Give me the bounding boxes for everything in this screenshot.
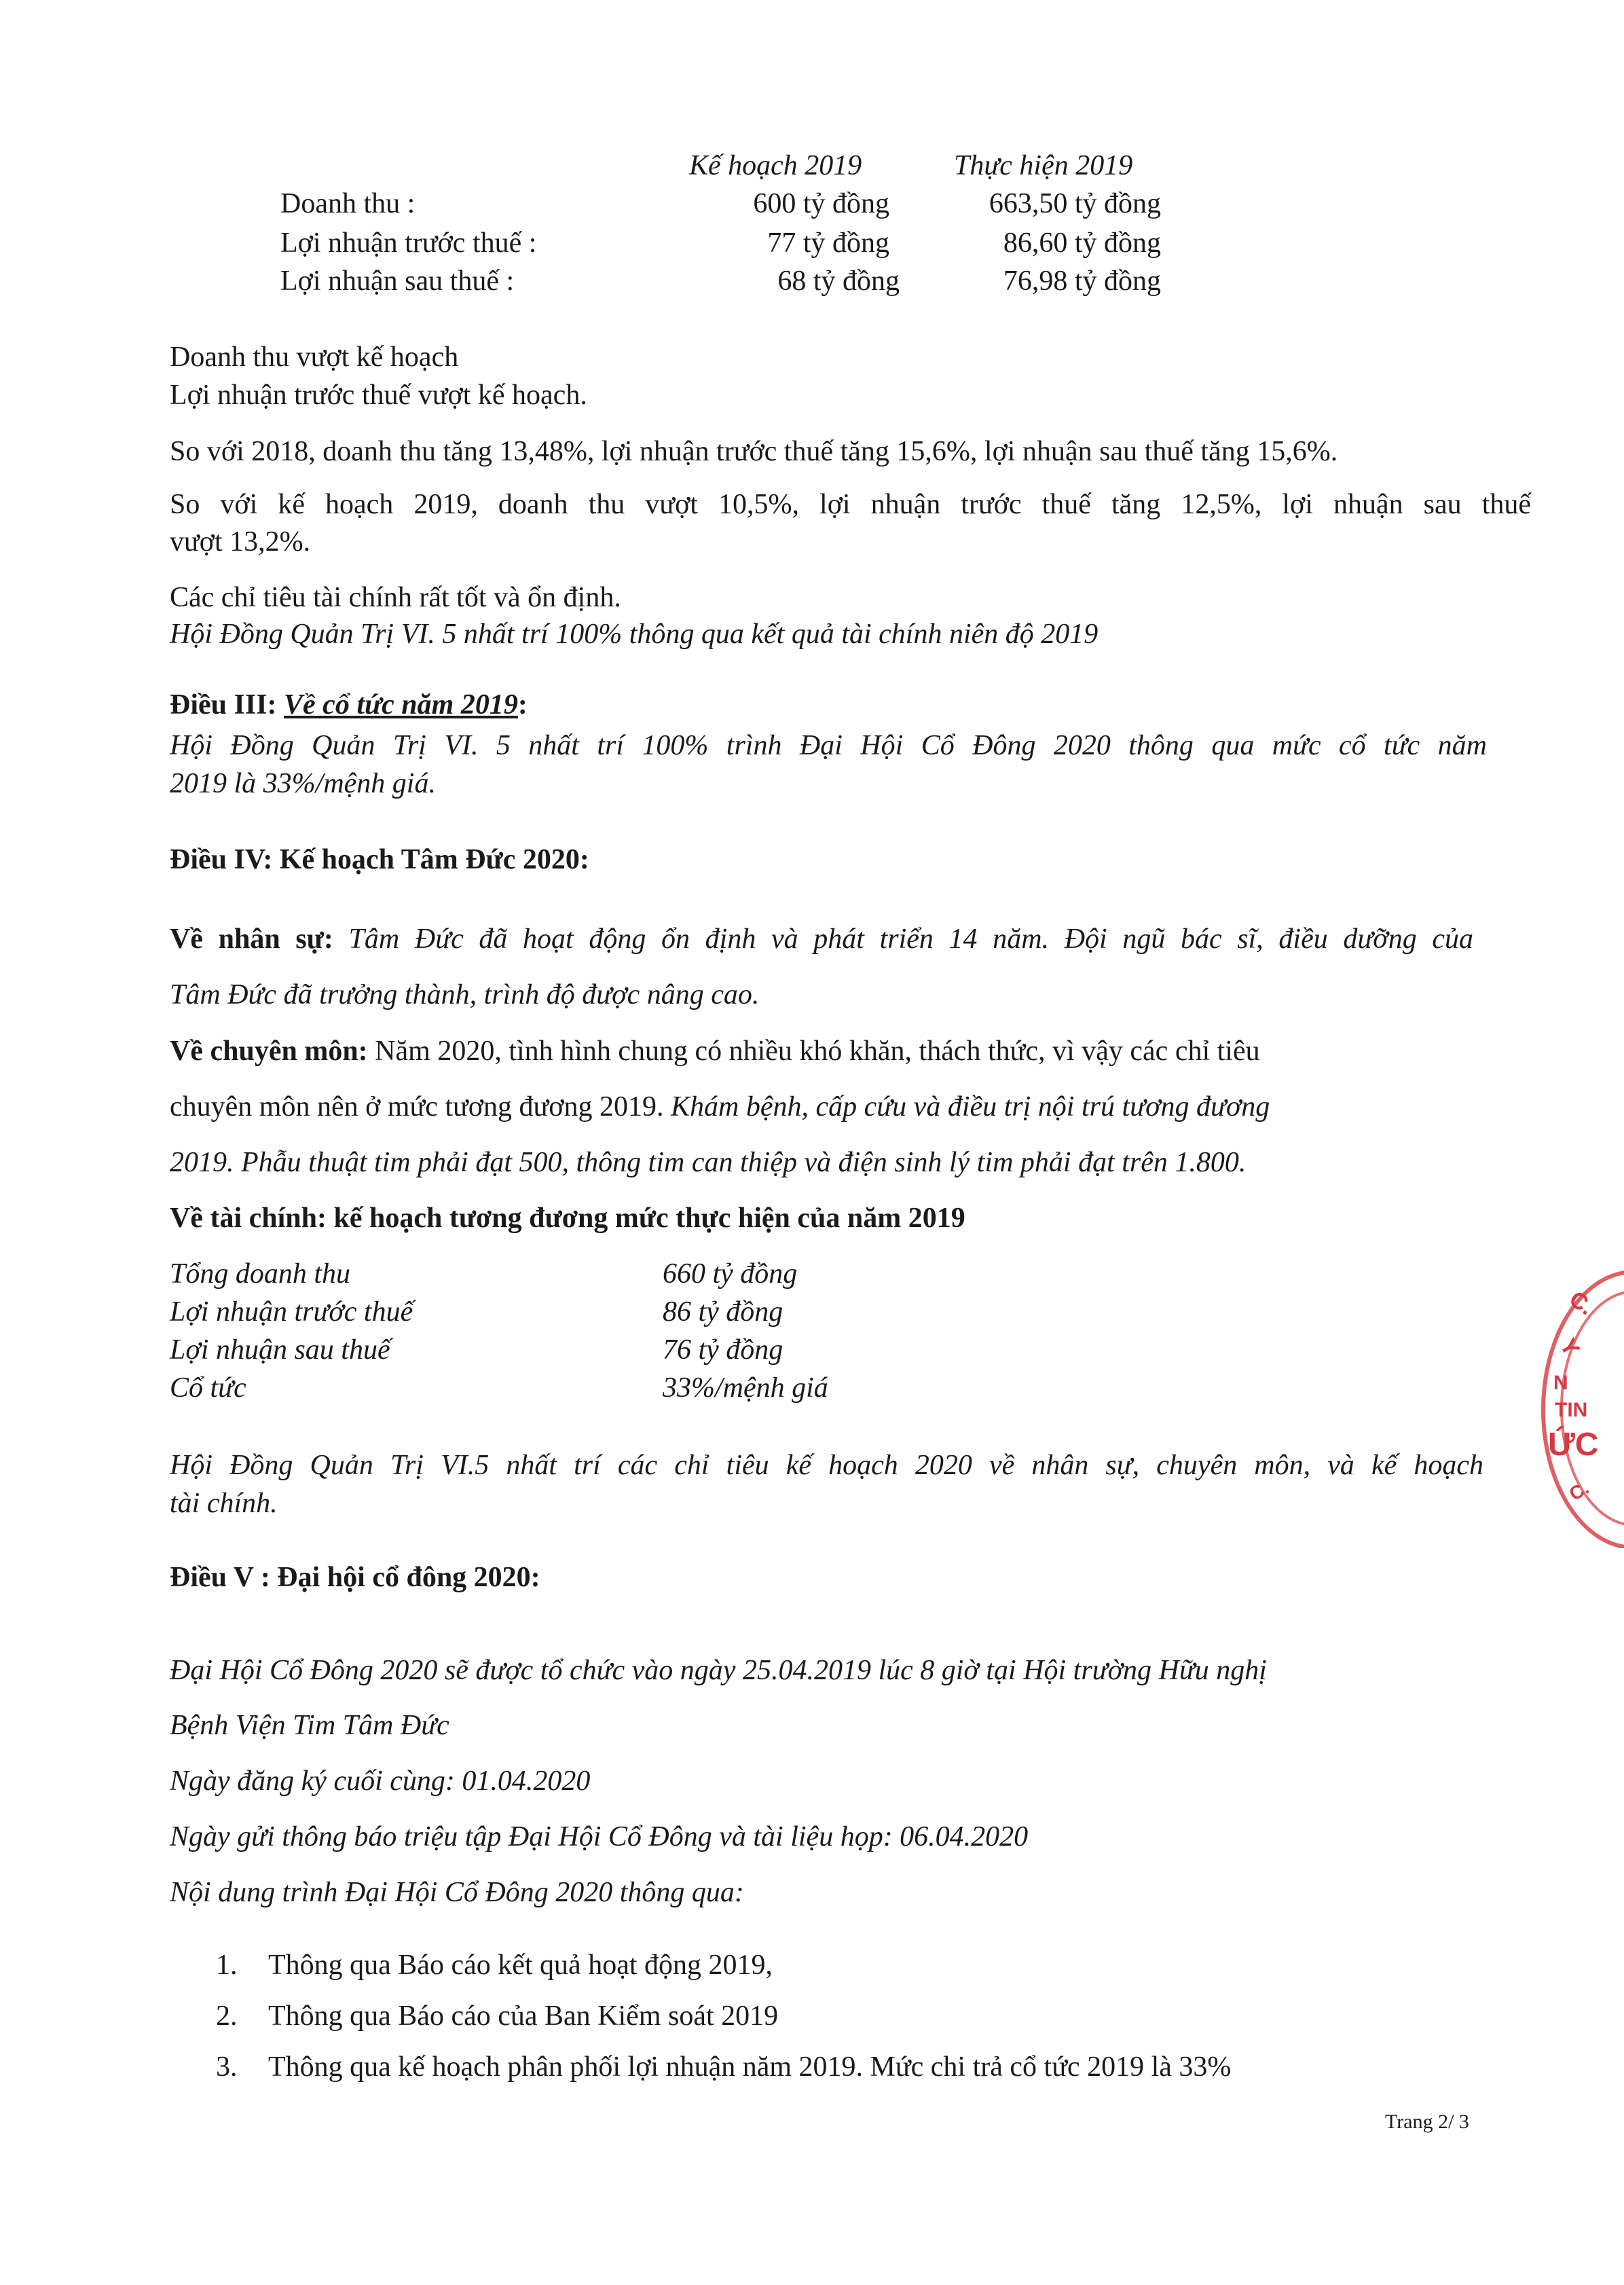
agm-line-4: Ngày gửi thông báo triệu tập Đại Hội Cổ Đông và tài liệu họp: 06.04.2020 <box>170 1821 1029 1852</box>
compare-plan-2: vượt 13,2%. <box>170 526 311 557</box>
fin-value-revenue: 660 tỷ đồng <box>663 1258 798 1290</box>
agenda-num-3: 3. <box>216 2051 238 2083</box>
row-label-revenue: Doanh thu : <box>280 188 416 219</box>
pro-line-1 <box>170 1032 1528 1070</box>
hr-text-2: Tâm Đức đã trưởng thành, trình độ được nâng cao. <box>170 979 760 1010</box>
seal-text-3: N <box>1553 1372 1568 1394</box>
article3-body-2: 2019 là 33%/mệnh giá. <box>170 768 436 799</box>
hr-label: Về nhân sự: <box>170 924 333 955</box>
board-2020-1: Hội Đồng Quản Trị VI.5 nhất trí các chỉ tiêu kế hoạch 2020 về nhân sự, chuyên môn, và kế hoạch <box>170 1450 1483 1481</box>
agm-line-3: Ngày đăng ký cuối cùng: 01.04.2020 <box>170 1766 591 1797</box>
article3-colon: : <box>517 689 528 720</box>
article5-heading: Điều V : Đại hội cổ đông 2020: <box>170 1562 540 1593</box>
seal-text-4: TIN <box>1555 1399 1588 1421</box>
seal-text-1: C. <box>1564 1285 1599 1321</box>
company-seal <box>1528 1263 1624 1548</box>
agm-line-5: Nội dung trình Đại Hội Cổ Đông 2020 thông qua: <box>170 1877 744 1908</box>
agm-line-1: Đại Hội Cổ Đông 2020 sẽ được tổ chức vào ngày 25.04.2019 lúc 8 giờ tại Hội trường Hữu nghị <box>170 1655 1267 1686</box>
fin-label-pretax: Lợi nhuận trước thuế <box>170 1296 413 1328</box>
seal-text-2: Y <box>1554 1334 1585 1361</box>
pro-text-3: 2019. Phẫu thuật tim phải đạt 500, thông tim can thiệp và điện sinh lý tim phải đạt trên 1.800. <box>170 1147 1247 1178</box>
agenda-item-1: Thông qua Báo cáo kết quả hoạt động 2019, <box>268 1950 773 1981</box>
pro-label: Về chuyên môn: <box>170 1036 368 1067</box>
fin-value-pretax: 86 tỷ đồng <box>663 1296 783 1328</box>
pro-text-2-normal: chuyên môn nên ở mức tương đương 2019. <box>170 1091 664 1122</box>
col-header-plan: Kế hoạch 2019 <box>689 150 862 181</box>
summary-line-2: Lợi nhuận trước thuế vượt kế hoạch. <box>170 380 587 411</box>
hr-line-1 <box>170 920 1473 958</box>
pro-text-2-italic: Khám bệnh, cấp cứu và điều trị nội trú tương đương <box>671 1091 1270 1122</box>
article3-heading <box>170 686 1528 724</box>
col-header-actual: Thực hiện 2019 <box>954 150 1133 181</box>
agenda-num-1: 1. <box>216 1950 238 1981</box>
article3-prefix: Điều III: <box>170 689 284 720</box>
row-label-aftertax: Lợi nhuận sau thuế : <box>280 266 515 297</box>
fin-label-aftertax: Lợi nhuận sau thuế <box>170 1334 390 1366</box>
page-number: Trang 2/ 3 <box>1385 2110 1469 2133</box>
fin-label-revenue: Tổng doanh thu <box>170 1258 351 1290</box>
pro-text-1: Năm 2020, tình hình chung có nhiều khó khăn, thách thức, vì vậy các chỉ tiêu <box>375 1036 1260 1067</box>
fin-value-dividend: 33%/mệnh giá <box>663 1372 828 1404</box>
row-plan-pretax: 77 tỷ đồng <box>767 227 889 259</box>
summary-line-1: Doanh thu vượt kế hoạch <box>170 342 459 373</box>
hr-text-1: Tâm Đức đã hoạt động ổn định và phát triển 14 năm. Đội ngũ bác sĩ, điều dưỡng của <box>348 924 1474 955</box>
seal-text-6: C. <box>1565 1477 1593 1505</box>
row-actual-revenue: 663,50 tỷ đồng <box>989 188 1161 219</box>
agenda-item-2: Thông qua Báo cáo của Ban Kiểm soát 2019 <box>268 2000 779 2032</box>
fin-value-aftertax: 76 tỷ đồng <box>663 1334 783 1366</box>
fin-heading: Về tài chính: kế hoạch tương đương mức thực hiện của năm 2019 <box>170 1203 965 1234</box>
pro-line-2 <box>170 1088 1528 1126</box>
agenda-num-2: 2. <box>216 2000 238 2032</box>
article3-body-1: Hội Đồng Quản Trị VI. 5 nhất trí 100% trình Đại Hội Cổ Đông 2020 thông qua mức cổ tức năm <box>170 730 1487 761</box>
compare-2018: So với 2018, doanh thu tăng 13,48%, lợi nhuận trước thuế tăng 15,6%, lợi nhuận sau thuế tăng 15,6%. <box>170 436 1338 467</box>
row-plan-aftertax: 68 tỷ đồng <box>777 266 900 297</box>
compare-plan-1: So với kế hoạch 2019, doanh thu vượt 10,5%, lợi nhuận trước thuế tăng 12,5%, lợi nhuận sau thuế <box>170 489 1531 520</box>
row-plan-revenue: 600 tỷ đồng <box>753 188 889 219</box>
agm-line-2: Bệnh Viện Tim Tâm Đức <box>170 1710 449 1741</box>
row-label-pretax: Lợi nhuận trước thuế : <box>280 227 537 259</box>
row-actual-pretax: 86,60 tỷ đồng <box>1003 227 1161 259</box>
article4-heading: Điều IV: Kế hoạch Tâm Đức 2020: <box>170 844 589 875</box>
fin-label-dividend: Cổ tức <box>170 1372 246 1404</box>
article3-title: Về cổ tức năm 2019 <box>284 689 518 720</box>
board-2020-2: tài chính. <box>170 1488 278 1519</box>
indicators-text: Các chỉ tiêu tài chính rất tốt và ổn định. <box>170 582 621 613</box>
row-actual-aftertax: 76,98 tỷ đồng <box>1003 266 1161 297</box>
seal-text-5: ỨC <box>1548 1427 1599 1463</box>
agenda-item-3: Thông qua kế hoạch phân phối lợi nhuận năm 2019. Mức chi trả cổ tức 2019 là 33% <box>268 2051 1232 2083</box>
board-approval-2019: Hội Đồng Quản Trị VI. 5 nhất trí 100% thông qua kết quả tài chính niên độ 2019 <box>170 619 1099 650</box>
